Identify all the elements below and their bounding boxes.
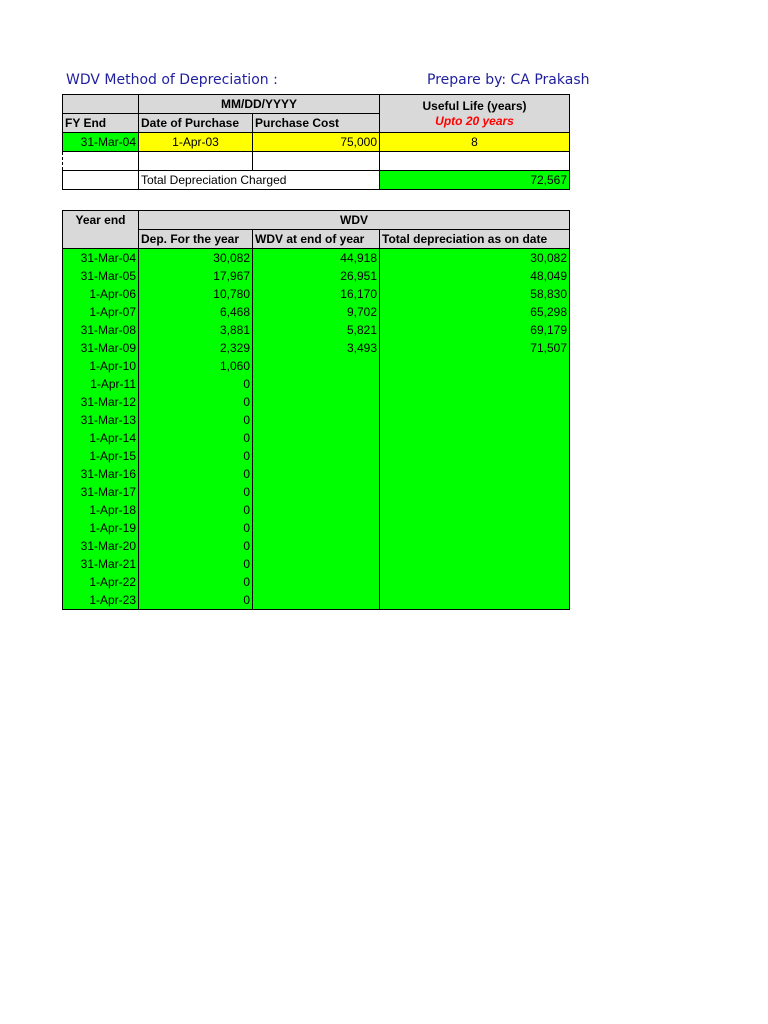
dep-cell[interactable]: 0 [139, 591, 253, 610]
table-row [63, 393, 570, 411]
total-cell[interactable] [380, 501, 570, 519]
table-row [63, 357, 570, 375]
table-row [63, 501, 570, 519]
wdv-cell[interactable]: 3,493 [253, 339, 380, 357]
table-row [63, 591, 570, 610]
dep-cell[interactable]: 0 [139, 501, 253, 519]
wdv-cell[interactable] [253, 483, 380, 501]
wdv-cell[interactable] [253, 375, 380, 393]
total-cell[interactable]: 69,179 [380, 321, 570, 339]
total-cell[interactable]: 48,049 [380, 267, 570, 285]
year-end-label: Year end [63, 211, 139, 249]
wdv-cell[interactable]: 9,702 [253, 303, 380, 321]
wdv-cell[interactable] [253, 465, 380, 483]
year-end-cell[interactable]: 1-Apr-18 [63, 501, 139, 519]
dep-cell[interactable]: 0 [139, 429, 253, 447]
empty-cell[interactable] [63, 171, 139, 190]
wdv-cell[interactable] [253, 501, 380, 519]
prepared-by: Prepare by: CA Prakash [427, 72, 590, 88]
total-cell[interactable] [380, 483, 570, 501]
table-row [63, 573, 570, 591]
year-end-cell[interactable]: 31-Mar-05 [63, 267, 139, 285]
header-blank-cell [63, 95, 139, 114]
year-end-cell[interactable]: 31-Mar-17 [63, 483, 139, 501]
table-row [63, 519, 570, 537]
dep-cell[interactable]: 10,780 [139, 285, 253, 303]
dep-cell[interactable]: 17,967 [139, 267, 253, 285]
wdv-cell[interactable] [253, 537, 380, 555]
dep-cell[interactable]: 0 [139, 483, 253, 501]
year-end-cell[interactable]: 1-Apr-15 [63, 447, 139, 465]
total-cell[interactable] [380, 537, 570, 555]
date-format-label: MM/DD/YYYY [139, 95, 380, 114]
total-cell[interactable] [380, 447, 570, 465]
dep-cell[interactable]: 1,060 [139, 357, 253, 375]
year-end-cell[interactable]: 31-Mar-13 [63, 411, 139, 429]
table-row [63, 339, 570, 357]
useful-life-header [380, 95, 570, 133]
dep-cell[interactable]: 3,881 [139, 321, 253, 339]
spacer-cell [63, 152, 139, 171]
wdv-cell[interactable]: 16,170 [253, 285, 380, 303]
empty-cell[interactable] [380, 152, 570, 171]
dep-cell[interactable]: 0 [139, 447, 253, 465]
total-cell[interactable] [380, 411, 570, 429]
total-cell[interactable]: 65,298 [380, 303, 570, 321]
wdv-cell[interactable] [253, 555, 380, 573]
total-cell[interactable]: 71,507 [380, 339, 570, 357]
wdv-label: WDV [139, 211, 570, 230]
wdv-cell[interactable] [253, 411, 380, 429]
year-end-cell[interactable]: 1-Apr-06 [63, 285, 139, 303]
year-end-cell[interactable]: 1-Apr-07 [63, 303, 139, 321]
total-cell[interactable] [380, 519, 570, 537]
table-row [63, 555, 570, 573]
year-end-cell[interactable]: 1-Apr-23 [63, 591, 139, 610]
total-cell[interactable]: 30,082 [380, 249, 570, 268]
wdv-cell[interactable] [253, 447, 380, 465]
wdv-cell[interactable]: 5,821 [253, 321, 380, 339]
total-cell[interactable] [380, 465, 570, 483]
wdv-cell[interactable] [253, 357, 380, 375]
schedule-table [62, 210, 570, 610]
table-row [63, 537, 570, 555]
dep-cell[interactable]: 0 [139, 519, 253, 537]
dep-cell[interactable]: 0 [139, 393, 253, 411]
year-end-cell[interactable]: 31-Mar-08 [63, 321, 139, 339]
dep-cell[interactable]: 0 [139, 465, 253, 483]
dep-cell[interactable]: 0 [139, 375, 253, 393]
table-row [63, 303, 570, 321]
dep-cell[interactable]: 2,329 [139, 339, 253, 357]
year-end-cell[interactable]: 31-Mar-20 [63, 537, 139, 555]
empty-cell[interactable] [253, 152, 380, 171]
date-of-purchase-label: Date of Purchase [139, 114, 253, 133]
dep-cell[interactable]: 30,082 [139, 249, 253, 268]
table-row [63, 375, 570, 393]
col-wdv-header: WDV at end of year [253, 230, 380, 249]
table-row [63, 447, 570, 465]
col-total-header: Total depreciation as on date [380, 230, 570, 249]
total-cell[interactable]: 58,830 [380, 285, 570, 303]
purchase-cost-input[interactable]: 75,000 [253, 133, 380, 152]
table-row [63, 249, 570, 268]
year-end-cell[interactable]: 1-Apr-10 [63, 357, 139, 375]
input-table [62, 94, 570, 190]
dep-cell[interactable]: 6,468 [139, 303, 253, 321]
useful-life-note: Upto 20 years [435, 113, 514, 128]
wdv-cell[interactable]: 26,951 [253, 267, 380, 285]
year-end-cell[interactable]: 1-Apr-11 [63, 375, 139, 393]
date-of-purchase-input[interactable]: 1-Apr-03 [139, 133, 253, 152]
useful-life-input[interactable]: 8 [380, 133, 570, 152]
total-cell[interactable] [380, 429, 570, 447]
total-cell[interactable] [380, 573, 570, 591]
fy-end-value[interactable]: 31-Mar-04 [63, 133, 139, 152]
sheet-title: WDV Method of Depreciation : [66, 72, 278, 88]
year-end-cell[interactable]: 1-Apr-14 [63, 429, 139, 447]
table-row [63, 429, 570, 447]
dep-cell[interactable]: 0 [139, 555, 253, 573]
total-cell[interactable] [380, 357, 570, 375]
useful-life-label: Useful Life (years) [422, 98, 527, 113]
year-end-cell[interactable]: 31-Mar-16 [63, 465, 139, 483]
wdv-cell[interactable] [253, 591, 380, 610]
year-end-cell[interactable]: 31-Mar-12 [63, 393, 139, 411]
wdv-cell[interactable] [253, 519, 380, 537]
year-end-cell[interactable]: 31-Mar-04 [63, 249, 139, 268]
wdv-cell[interactable]: 44,918 [253, 249, 380, 268]
col-dep-header: Dep. For the year [139, 230, 253, 249]
year-end-cell[interactable]: 31-Mar-09 [63, 339, 139, 357]
table-row [63, 285, 570, 303]
total-cell[interactable] [380, 393, 570, 411]
dep-cell[interactable]: 0 [139, 537, 253, 555]
year-end-cell[interactable]: 31-Mar-21 [63, 555, 139, 573]
wdv-cell[interactable] [253, 429, 380, 447]
table-row [63, 321, 570, 339]
total-cell[interactable] [380, 375, 570, 393]
purchase-cost-label: Purchase Cost [253, 114, 380, 133]
empty-cell[interactable] [139, 152, 253, 171]
table-row [63, 465, 570, 483]
year-end-cell[interactable]: 1-Apr-22 [63, 573, 139, 591]
total-dep-label: Total Depreciation Charged [139, 171, 380, 190]
wdv-cell[interactable] [253, 393, 380, 411]
dep-cell[interactable]: 0 [139, 411, 253, 429]
total-dep-value[interactable]: 72,567 [380, 171, 570, 190]
total-cell[interactable] [380, 555, 570, 573]
total-cell[interactable] [380, 591, 570, 610]
table-row [63, 411, 570, 429]
fy-end-label: FY End [63, 114, 139, 133]
year-end-cell[interactable]: 1-Apr-19 [63, 519, 139, 537]
table-row [63, 483, 570, 501]
dep-cell[interactable]: 0 [139, 573, 253, 591]
wdv-cell[interactable] [253, 573, 380, 591]
table-row [63, 267, 570, 285]
